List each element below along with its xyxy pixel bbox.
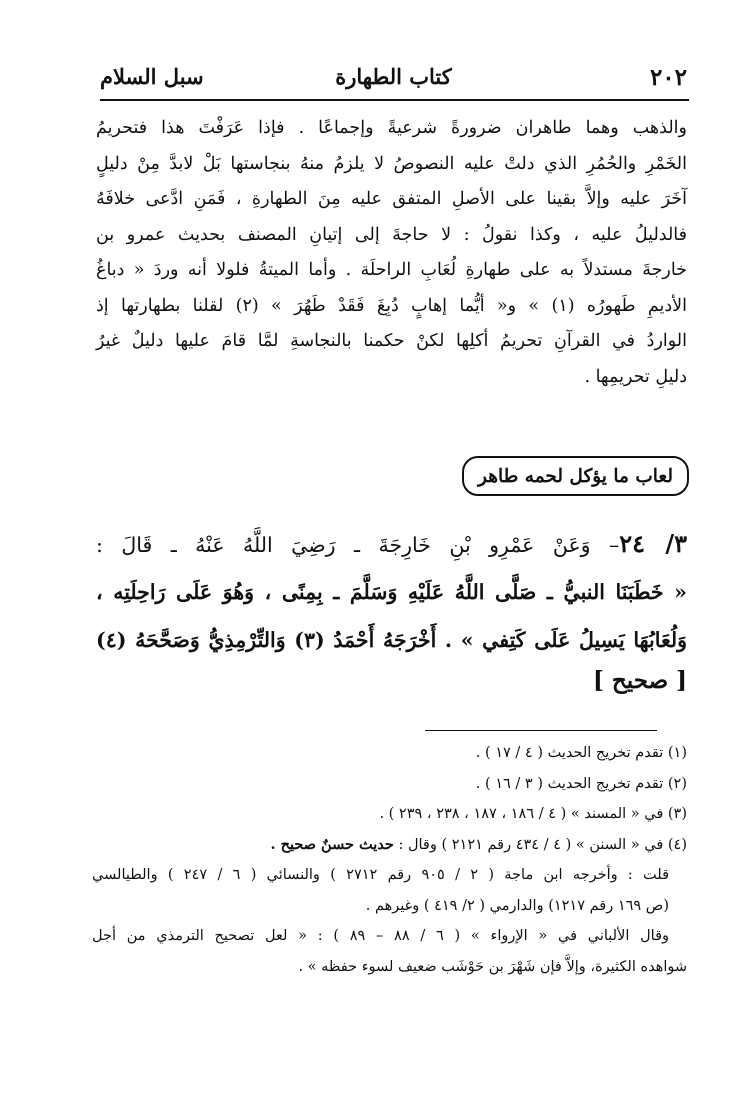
footnote-1: (١) تقدم تخريج الحديث ( ٤ / ١٧ ) . bbox=[475, 745, 687, 761]
footnote-4-line: شواهده الكثيرة، وإلاَّ فإن شَهْرَ بن حَوْشَب ضعيف لسوء حفظه » . bbox=[298, 958, 687, 975]
page-number: ٢٠٢ bbox=[649, 64, 687, 91]
text-line: دليلِ تحريمِها . bbox=[584, 366, 687, 387]
hadith-line: وَلُعَابُهَا يَسِيلُ عَلَى كَتِفي » . أَخْرَجَهُ أَحْمَدُ (٣) وَالتِّرْمِذِيُّ وَصَحَّحَهُ (٤) bbox=[96, 628, 687, 652]
hadith-number: ٣/ ٢٤ bbox=[619, 529, 687, 558]
footnote-4-text: (٤) في « السنن » ( ٤ / ٤٣٤ رقم ٢١٢١ ) وقال : bbox=[393, 836, 687, 853]
hadith-line bbox=[96, 520, 687, 568]
hadith-block bbox=[96, 520, 687, 664]
text-line: الخَمْرِ والحُمُرِ الذي دلتْ عليه النصوصُ لا يلزمُ منهُ بنجاستها بَلْ لابدَّ مِنْ دليلٍ bbox=[96, 153, 687, 174]
text-line: خارجةَ مستدلاً به على طهارةِ لُعَابِ الراحلَة . وأما الميتةُ فلولا أنه وردَ « دباغُ bbox=[96, 260, 687, 280]
footnote-4-grade: حديث حسنٌ صحيح . bbox=[270, 835, 394, 853]
footnote-4 bbox=[92, 830, 687, 861]
footnote-rule bbox=[425, 730, 657, 731]
hadith-text: – وَعَنْ عَمْرِو بْنِ خَارِجَةَ ـ رَضِيَ اللَّهُ عَنْهُ ـ قَالَ : bbox=[96, 533, 620, 557]
hadith-line: « خَطَبَنَا النبيُّ ـ صَلَّى اللَّهُ عَلَيْهِ وَسَلَّمَ ـ بِمِنًى ، وَهُوَ عَلَى رَاحِلَتِه ، bbox=[96, 580, 687, 604]
running-header bbox=[100, 62, 687, 96]
commentary-paragraph bbox=[96, 111, 687, 395]
footnote-3: (٣) في « المسند » ( ٤ / ١٨٦ ، ١٨٧ ، ٢٣٨ ، ٢٣٩ ) . bbox=[379, 806, 687, 822]
text-line: الأديمِ طَهورُه (١) » و« أيُّما إهابٍ دُبِغَ فَقَدْ طَهُرَ » (٢) لقلنا بطهارتها إذ bbox=[96, 295, 688, 316]
text-line: الواردُ في القرآنِ تحريمُ أكلِها لكنْ حكمنا بالنجاسةِ لمَّا قامَ عليها دليلٌ غيرُ bbox=[96, 331, 687, 351]
text-line: والذهب وهما طاهران ضرورةً شرعيةً وإجماعًا . فإذا عَرَفْتَ هذا فتحريمُ bbox=[96, 118, 687, 138]
header-rule bbox=[100, 99, 689, 101]
footnote-4-line: قلت : وأخرجه ابن ماجة ( ٢ / ٩٠٥ رقم ٢٧١٢ ) والنسائي ( ٦ / ٢٤٧ ) والطيالسي bbox=[92, 867, 670, 883]
text-line: آخَرَ عليه وإلاَّ بقينا على الأصلِ المتفق عليه مِنَ الطهارةِ ، فَمَنِ ادَّعى خلافَهُ bbox=[96, 189, 687, 209]
footnote-4-line: (ص ١٦٩ رقم ١٢١٧) والدارمي ( ٢/ ٤١٩ ) وغيرهم . bbox=[365, 897, 669, 914]
chapter-title: كتاب الطهارة bbox=[335, 64, 452, 89]
book-title: سبل السلام bbox=[100, 64, 204, 89]
text-line: فالدليلُ عليه ، وكذا نقولُ : لا حاجةَ إلى إتيانِ المصنف بحديث عمرو بن bbox=[96, 224, 687, 245]
footnote-4-line: وقال الألباني في « الإرواء » ( ٦ / ٨٨ – ٨٩ ) : « لعل تصحيح الترمذي من أجل bbox=[92, 928, 670, 944]
footnotes bbox=[92, 738, 687, 982]
section-heading: لعاب ما يؤكل لحمه طاهر bbox=[462, 456, 689, 496]
hadith-grade: [ صحيح ] bbox=[593, 667, 687, 694]
footnote-2: (٢) تقدم تخريج الحديث ( ٣ / ١٦ ) . bbox=[475, 775, 687, 792]
